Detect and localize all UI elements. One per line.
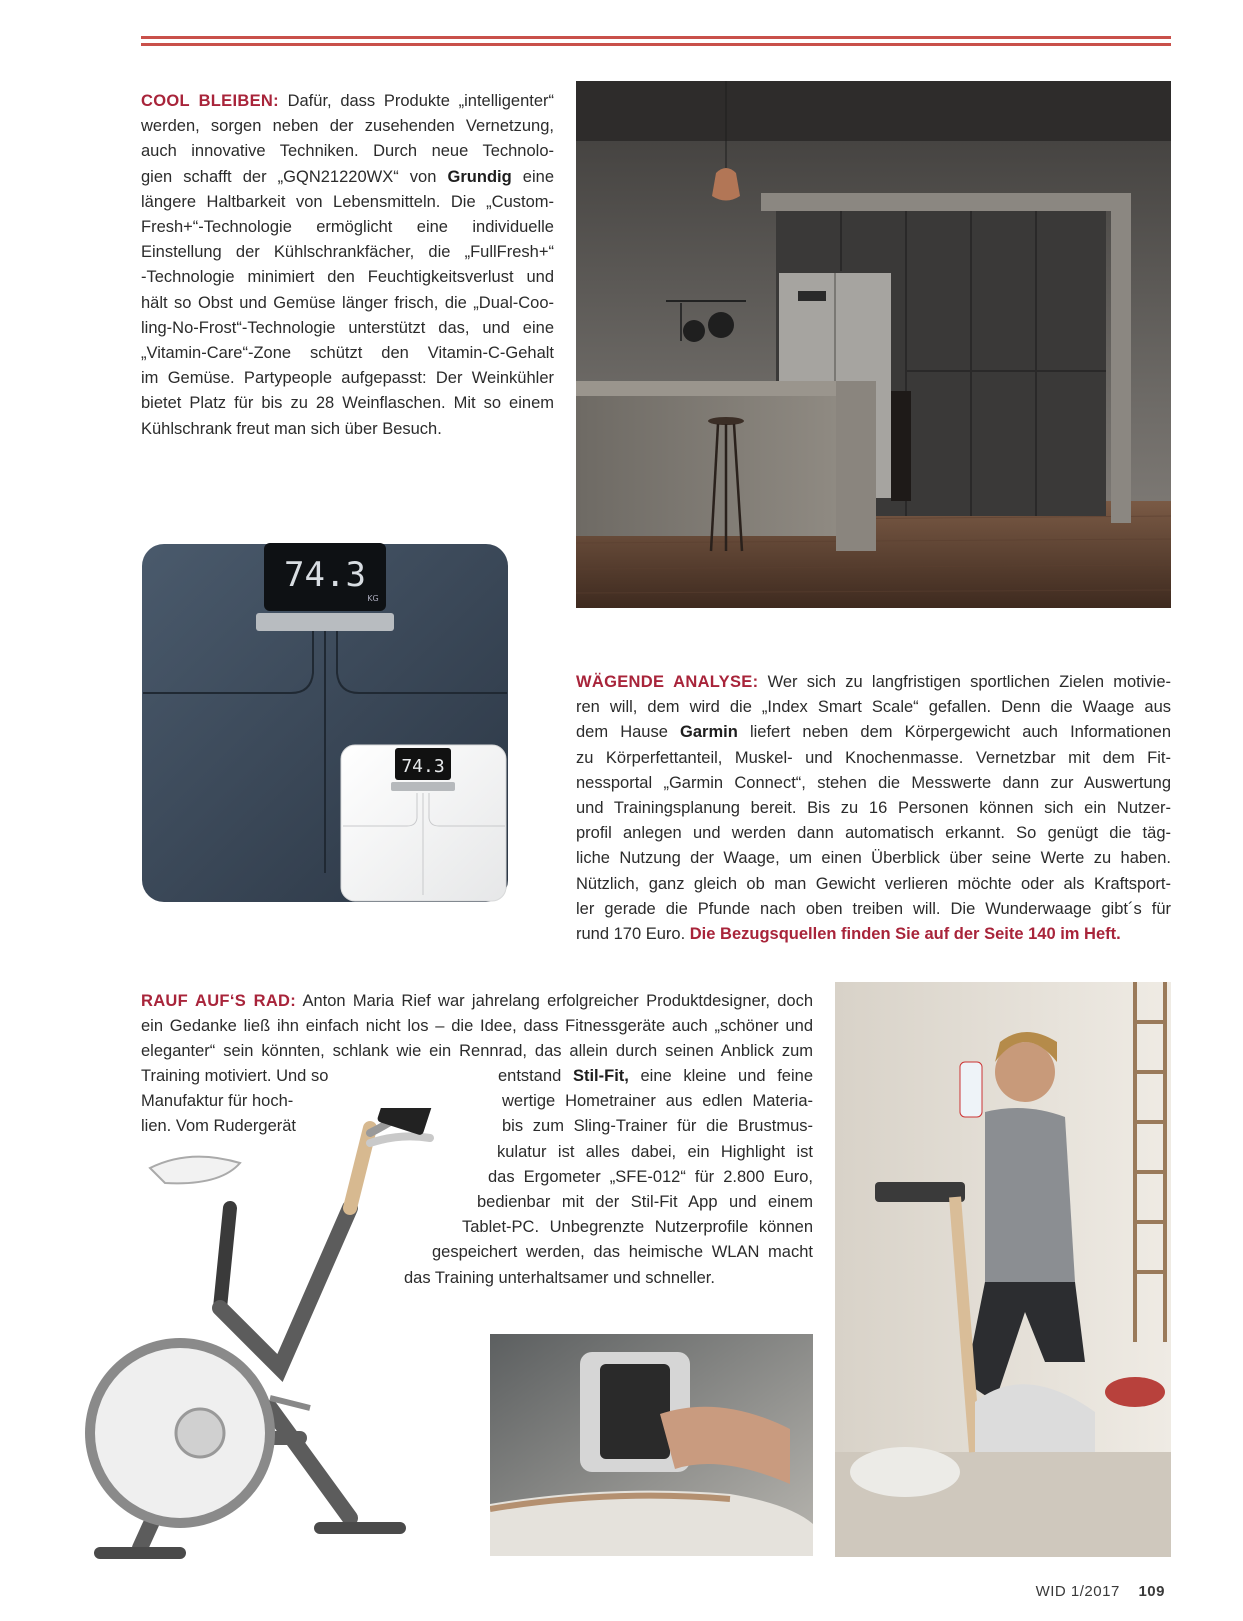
text-line: gespeichert werden, das heimische WLAN macht xyxy=(432,1243,813,1262)
text-line: im Gemüse. Partypeople aufgepasst: Der Weinkühler xyxy=(141,369,554,388)
text-line: -Technologie minimiert den Feuchtigkeitsverlust und xyxy=(141,268,554,287)
text-line: ren will, dem wird die „Index Smart Scale“ gefallen. Denn die Waage aus xyxy=(576,698,1171,717)
text-line: Fresh+“-Technologie ermöglicht eine individuelle xyxy=(141,218,554,237)
text-line: liche Nutzung der Waage, um einen Überblick über seine Werte zu haben. xyxy=(576,849,1171,868)
text-line: ling-No-Frost“-Technologie unterstützt das, und eine xyxy=(141,318,554,337)
brand-name: Garmin xyxy=(680,723,738,742)
text-line: Einstellung der Kühlschrankfächer, die „FullFresh+“ xyxy=(141,243,554,262)
stil-fit-bike-photo xyxy=(70,1108,470,1578)
text-line: das Training unterhaltsamer und schneller. xyxy=(404,1268,715,1287)
text-line: nessportal „Garmin Connect“, stehen die Messwerte dann zur Auswertung xyxy=(576,773,1171,792)
section-heading: RAUF AUF‘S RAD: xyxy=(141,992,297,1010)
text-line: entstand Stil-Fit, eine kleine und feine xyxy=(498,1067,813,1085)
section-heading: WÄGENDE ANALYSE: xyxy=(576,673,759,691)
text-line: eleganter“ sein könnten, schlank wie ein Rennrad, das allein durch seinen Anblick zum xyxy=(141,1042,813,1061)
text-line: das Ergometer „SFE-012“ für 2.800 Euro, xyxy=(488,1167,813,1186)
text-line: gien schafft der „GQN21220WX“ von Grundig eine xyxy=(141,167,554,186)
text-line: werden, sorgen neben der zusehenden Vernetzung, xyxy=(141,117,554,136)
text-line: bietet Platz für bis zu 28 Weinflaschen. Mit so einem xyxy=(141,394,554,413)
text-line: ler gerade die Pfunde nach oben treiben will. Die Wunderwaage gibt´s für xyxy=(576,899,1171,918)
scale-small-display: 74.3 xyxy=(401,756,445,777)
text-line: Manufaktur für hoch- xyxy=(141,1092,294,1111)
bezugsquellen-link[interactable]: Die Bezugsquellen finden Sie auf der Seite 140 im Heft. xyxy=(689,925,1121,944)
text-line: zu Körperfettanteil, Muskel- und Knochenmasse. Vernetzbar mit dem Fit- xyxy=(576,748,1171,767)
text-line: Training motiviert. Und so xyxy=(141,1067,329,1085)
kitchen-photo xyxy=(576,81,1171,608)
section-rauf-aufs-rad xyxy=(141,989,813,1065)
handlebar-detail-photo xyxy=(490,1334,813,1556)
text-line: längere Haltbarkeit von Lebensmitteln. Die „Custom- xyxy=(141,192,554,211)
smart-scale-photo xyxy=(141,543,509,903)
top-rule-1 xyxy=(141,36,1171,39)
text-line: und Trainingsplanung bereit. Bis zu 16 Personen können sich ein Nutzer- xyxy=(576,799,1171,818)
text-line: bedienbar mit der Stil-Fit App und einem xyxy=(477,1193,813,1212)
text-line: dem Hause Garmin liefert neben dem Körpergewicht auch Informationen xyxy=(576,723,1171,742)
top-rule-2 xyxy=(141,43,1171,46)
woman-on-bike-photo xyxy=(835,982,1171,1557)
text-line: „Vitamin-Care“-Zone schützt den Vitamin-C-Gehalt xyxy=(141,344,554,363)
scale-large-display: 74.3 xyxy=(284,555,366,595)
text-line: RAUF AUF‘S RAD: Anton Maria Rief war jahrelang erfolgreicher Produktdesigner, doch xyxy=(141,992,813,1010)
text-line: COOL BLEIBEN: Dafür, dass Produkte „intelligenter“ xyxy=(141,92,554,110)
section-heading: COOL BLEIBEN: xyxy=(141,92,279,110)
text-line: ein Gedanke ließ ihn einfach nicht los – die Idee, dass Fitnessgeräte auch „schöner und xyxy=(141,1017,813,1036)
text-line: wertige Hometrainer aus edlen Materia- xyxy=(502,1092,813,1111)
text-line: Kühlschrank freut man sich über Besuch. xyxy=(141,419,442,438)
page-footer xyxy=(1036,1583,1165,1600)
page-number: 109 xyxy=(1138,1583,1165,1600)
scale-unit: KG xyxy=(367,594,379,603)
text-line: Nützlich, ganz gleich ob man Gewicht verlieren möchte oder als Kraftsport- xyxy=(576,874,1171,893)
text-line: hält so Obst und Gemüse länger frisch, die „Dual-Coo- xyxy=(141,293,554,312)
text-line: WÄGENDE ANALYSE: Wer sich zu langfristigen sportlichen Zielen motivie- xyxy=(576,673,1172,691)
section-cool-bleiben xyxy=(141,89,554,442)
magazine-issue: WID 1/2017 xyxy=(1035,1583,1120,1600)
text-line: rund 170 Euro. Die Bezugsquellen finden Sie auf der Seite 140 im Heft. xyxy=(576,925,1121,944)
text-line: kulatur ist alles dabei, ein Highlight ist xyxy=(497,1142,813,1161)
text-line: Tablet-PC. Unbegrenzte Nutzerprofile können xyxy=(462,1218,813,1237)
brand-name: Stil-Fit, xyxy=(572,1067,629,1085)
section-waegende-analyse xyxy=(576,670,1171,947)
brand-name: Grundig xyxy=(447,167,512,186)
text-line: lien. Vom Rudergerät xyxy=(141,1117,297,1136)
text-line: auch innovative Techniken. Durch neue Technolo- xyxy=(141,142,554,161)
text-line: profil anlegen und werden dann automatisch erkannt. So genügt die täg- xyxy=(576,824,1171,843)
text-line: bis zum Sling-Trainer für die Brustmus- xyxy=(502,1117,813,1136)
